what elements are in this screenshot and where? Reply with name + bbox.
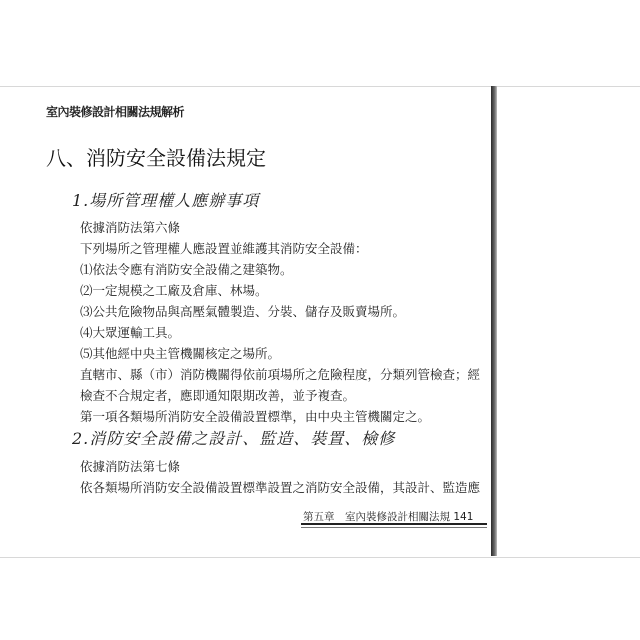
subsection-heading-2: 2.消防安全設備之設計、監造、裝置、檢修 <box>72 429 396 448</box>
body-line: ⑵一定規模之工廠及倉庫、林場。 <box>80 283 268 298</box>
body-line: ⑴依法令應有消防安全設備之建築物。 <box>80 262 293 277</box>
body-line: 下列場所之管理權人應設置並維護其消防安全設備： <box>80 241 368 256</box>
body-line: ⑸其他經中央主管機關核定之場所。 <box>80 346 281 361</box>
footer-rule <box>301 523 487 525</box>
body-line: 檢查不合規定者，應即通知限期改善，並予複查。 <box>80 388 356 403</box>
subsection-body-2 <box>80 456 480 498</box>
body-line: 依據消防法第七條 <box>80 459 181 474</box>
running-head: 室內裝修設計相關法規解析 <box>46 105 185 119</box>
page-gutter <box>491 86 497 556</box>
body-line: ⑶公共危險物品與高壓氣體製造、分裝、儲存及販賣場所。 <box>80 304 406 319</box>
page-footer <box>301 509 487 525</box>
subsection-body-1 <box>80 217 480 427</box>
subsection-heading-1: 1.場所管理權人應辦事項 <box>72 191 260 210</box>
body-line: 直轄市、縣（市）消防機關得依前項場所之危險程度，分類列管檢查；經 <box>80 367 481 382</box>
body-line: ⑷大眾運輸工具。 <box>80 325 181 340</box>
body-line: 依據消防法第六條 <box>80 220 181 235</box>
footer-rule-thin <box>301 527 487 528</box>
body-line: 依各類場所消防安全設備設置標準設置之消防安全設備，其設計、監造應 <box>80 480 481 495</box>
body-line: 第一項各類場所消防安全設備設置標準，由中央主管機關定之。 <box>80 409 431 424</box>
section-title: 八、消防安全設備法規定 <box>46 146 266 170</box>
footer-chapter-page: 第五章 室內裝修設計相關法規 141 <box>303 511 474 523</box>
